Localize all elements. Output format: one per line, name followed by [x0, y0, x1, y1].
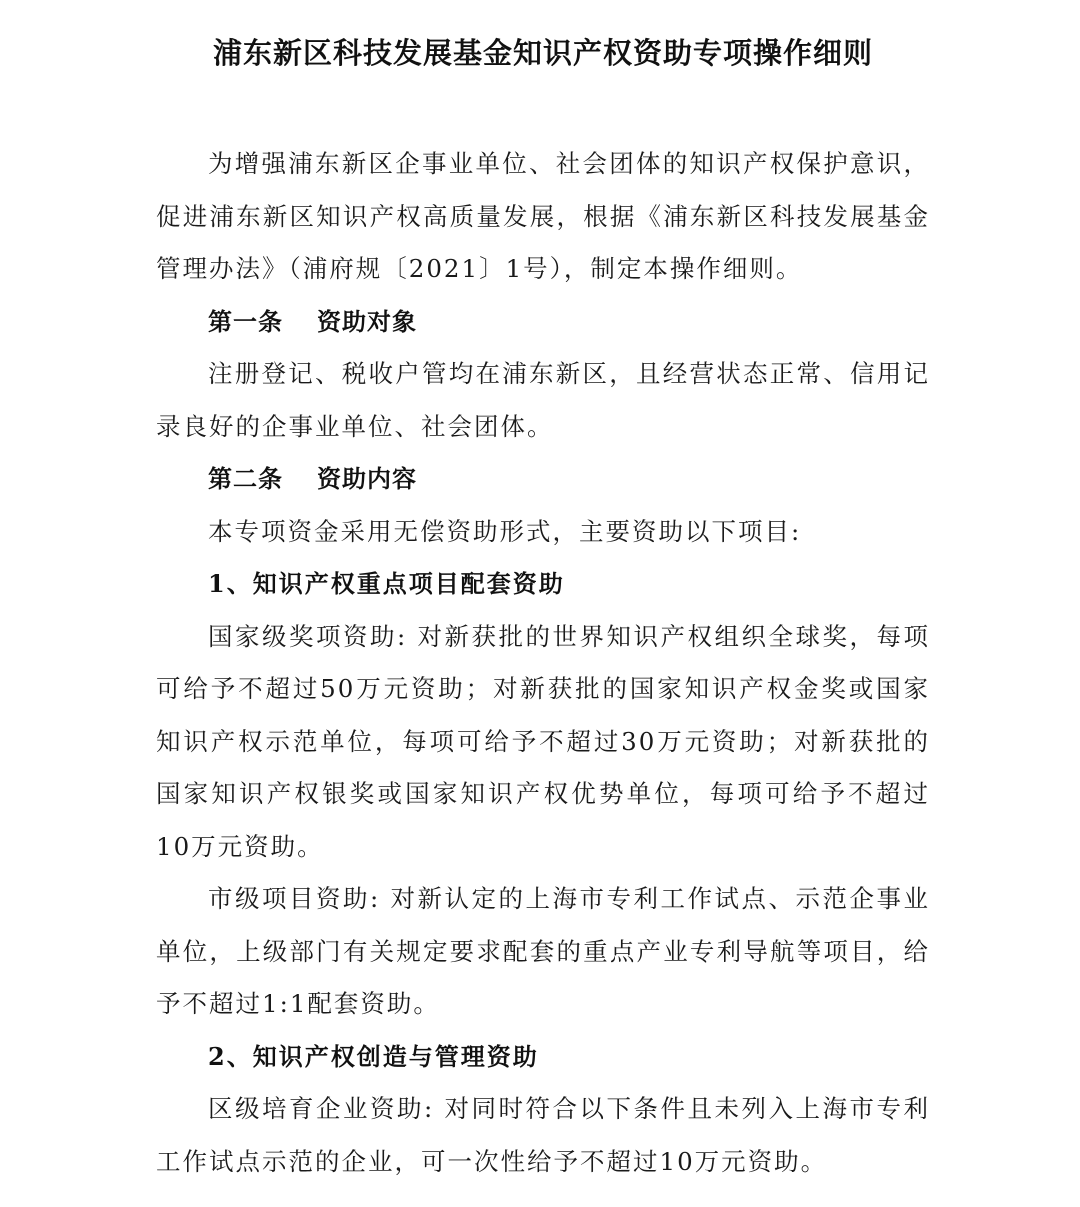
article-1-paragraph: 注册登记、税收户管均在浦东新区，且经营状态正常、信用记录良好的企事业单位、社会团体。 — [156, 359, 930, 441]
article-1-title: 资助对象 — [317, 307, 417, 336]
article-2-intro-paragraph: 本专项资金采用无偿资助形式，主要资助以下项目: — [208, 516, 802, 546]
section-2-heading: 2、知识产权创造与管理资助 — [208, 1041, 539, 1071]
district-enterprise-paragraph: 区级培育企业资助: 对同时符合以下条件且未列入上海市专利工作试点示范的企业，可一次性给予不超过10万元资助。 — [156, 1094, 930, 1176]
section-1-heading: 1、知识产权重点项目配套资助 — [208, 569, 565, 598]
article-2-heading — [156, 453, 930, 506]
national-award-paragraph: 国家级奖项资助: 对新获批的世界知识产权组织全球奖，每项可给予不超过50万元资助；对新获批的国家知识产权金奖或国家知识产权示范单位，每项可给予不超过30万元资助；对新获批的国家知识产权银奖或国家知识产权优势单位，每项可给予不超过10万元资助。 — [156, 621, 930, 861]
preamble-paragraph: 为增强浦东新区企事业单位、社会团体的知识产权保护意识，促进浦东新区知识产权高质量发展，根据《浦东新区科技发展基金管理办法》（浦府规〔2021〕1号），制定本操作细则。 — [156, 149, 930, 283]
article-1-heading — [156, 296, 930, 349]
article-1-number: 第一条 — [208, 307, 283, 336]
document-body — [156, 138, 930, 1188]
document-title: 浦东新区科技发展基金知识产权资助专项操作细则 — [212, 36, 873, 70]
article-2-title: 资助内容 — [317, 465, 417, 493]
municipal-project-paragraph: 市级项目资助: 对新认定的上海市专利工作试点、示范企事业单位，上级部门有关规定要求配套的重点产业专利导航等项目，给予不超过1:1配套资助。 — [156, 884, 930, 1018]
article-2-number: 第二条 — [208, 465, 283, 493]
